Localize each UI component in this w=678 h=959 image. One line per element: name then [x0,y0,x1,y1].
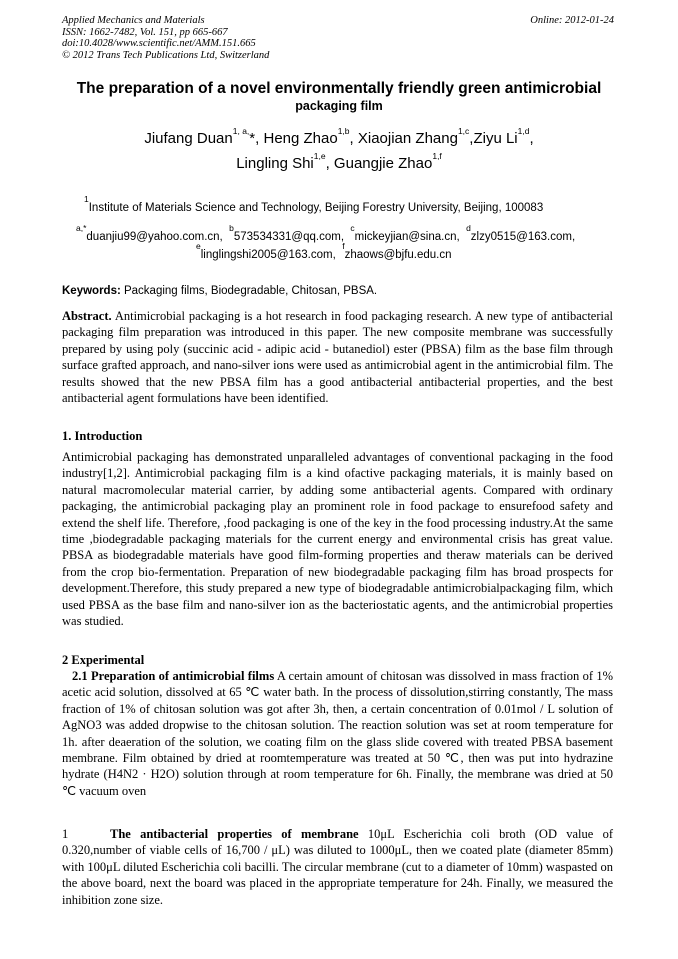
author-affil-sup: 1,d [517,126,530,136]
author-name: Jiufang Duan [144,130,233,147]
section-heading-experimental: 2 Experimental [62,653,145,667]
author-name: Heng Zhao [259,130,338,147]
subsection-heading: 2.1 Preparation of antimicrobial films [72,669,275,683]
email-sup: d [466,223,471,233]
subsection-heading: The antibacterial properties of membrane [110,827,359,841]
email-sup: e [196,241,201,251]
antibacterial-paragraph [62,826,613,908]
author-name: Lingling Shi [236,155,314,172]
paper-title-line2: packaging film [295,99,383,113]
email-link[interactable]: duanjiu99@yahoo.com.cn, [86,231,223,243]
abstract-label: Abstract. [62,309,112,323]
journal-name: Applied Mechanics and Materials [62,15,205,26]
email-link[interactable]: zhaows@bjfu.edu.cn [344,249,452,261]
introduction-text: Antimicrobial packaging has demonstrated unparalleled advantages of conventional packaging in the food industry[1,2]. Antimicrobial packaging film is a kind ofactive packaging materials, it is mainly based on natural macromolecular material carrier, by adding some antibacterial agents. Compared with ordinary packaging, the antimicrobial packaging play an prominent role in food package to ensurefood safety and extend the shelf life. Therefore, ,food packaging is one of the key in the food processing industry.At the same time ,biodegradable packaging materials for the current energy and environmental crisis has great value. PBSA as biodegradable materials have good film-forming properties and theraw materials can be derived from the crop bio-fermentation. Preparation of new biodegradable packaging film has broad prospects for development.Therefore, this study prepared a new type of biodegradable antimicrobialpackaging film, which used PBSA as the base film and nano-silver ion as the bacteriostatic agents, and the antimicrobial properties was studied. [62,450,613,629]
paper-title-line1: The preparation of a novel environmentally friendly green antimicrobial [76,80,602,97]
author-name: , Guangjie Zhao [325,155,433,172]
keywords-text: Packaging films, Biodegradable, Chitosan, PBSA. [120,285,378,297]
email-sup: b [229,223,234,233]
email-link[interactable]: zlzy0515@163.com, [470,231,576,243]
author-list-line1 [40,128,638,150]
affiliation [84,194,544,215]
author-affil-sup: 1,c [457,126,470,136]
abstract-text: Antimicrobial packaging is a hot research in food packaging research. A new type of antibacterial packaging film preparation was introduced in this paper. The new composite membrane was successfully prepared by using poly (succinic acid - adipic acid - butanediol) ester (PBSA) film as the base film through surface grafted approach, and nano-silver ions were used as antimicrobial agent in the antimicrobial film. The results showed that the new PBSA film has a good antibacterial antibacterial properties, and the best antibacterial agent formulations have been identified. [62,309,613,406]
email-link[interactable]: mickeyjian@sina.cn, [354,231,460,243]
author-list-line2 [40,153,638,175]
email-sup: a,* [76,223,87,233]
author-name: ,Ziyu Li [469,130,518,147]
antibacterial-text: 10μL Escherichia coli broth (OD value of 0.320,number of viable cells of 16,700 / μL) was diluted to 1000μL, then we coated plate (diameter 85mm) with 100μL diluted Escherichia coli bacilli. The circular membrane (cut to a diameter of 10mm) waspasted on the above board, next the board was placed in the appropriate temperature for 24h. Finally, we measured the inhibition zone size. [62,827,613,907]
author-affil-sup: 1, a, [232,126,250,136]
keywords-label: Keywords: [62,285,121,297]
email-list-line2 [196,241,678,262]
email-sup: c [350,223,355,233]
keywords [62,284,377,298]
issn-line: ISSN: 1662-7482, Vol. 151, pp 665-667 [62,26,228,38]
email-sup: f [342,241,345,251]
affiliation-text: Institute of Materials Science and Technology, Beijing Forestry University, Beijing, 100083 [88,202,544,214]
corresponding-mark: *, [249,130,260,147]
section-heading-introduction: 1. Introduction [62,429,143,443]
email-link[interactable]: linglingshi2005@163.com, [200,249,336,261]
affiliation-sup: 1 [84,194,89,204]
experimental-paragraph [62,668,613,799]
author-affil-sup: 1,f [432,151,442,161]
journal-header [62,15,269,61]
author-affil-sup: 1,e [313,151,326,161]
online-date: Online: 2012-01-24 [530,15,614,26]
author-separator: , [529,130,534,147]
author-affil-sup: 1,b [337,126,350,136]
email-list-line1 [76,223,606,244]
doi-line: doi:10.4028/www.scientific.net/AMM.151.665 [62,38,256,49]
abstract [62,308,613,406]
experimental-text: A certain amount of chitosan was dissolved in mass fraction of 1% acetic acid solution, dissolved at 65 ℃ water bath. In the process of dissolution,stirring constantly, The mass fraction of 1% of chitosan solution was got after 3h, then, a certain concentration of 0.01mol / L solution of AgNO3 was added dropwise to the chitosan solution. The reaction solution was set at room temperature for 1h. after deaeration of the solution, we coating film on the glass slide covered with treated PBSA basement membrane. Film obtained by dried at roomtemperature was treated at 50 ℃, then was put into hydrazine hydrate (H4N2 · H2O) solution through at room temperature for 6h. Finally, the membrane was dried at 50 ℃ vacuum oven [62,669,613,798]
email-link[interactable]: 573534331@qq.com, [233,231,345,243]
subsection-number: 1 [62,827,69,841]
author-name: , Xiaojian Zhang [349,130,458,147]
copyright-line: © 2012 Trans Tech Publications Ltd, Switzerland [62,49,270,61]
